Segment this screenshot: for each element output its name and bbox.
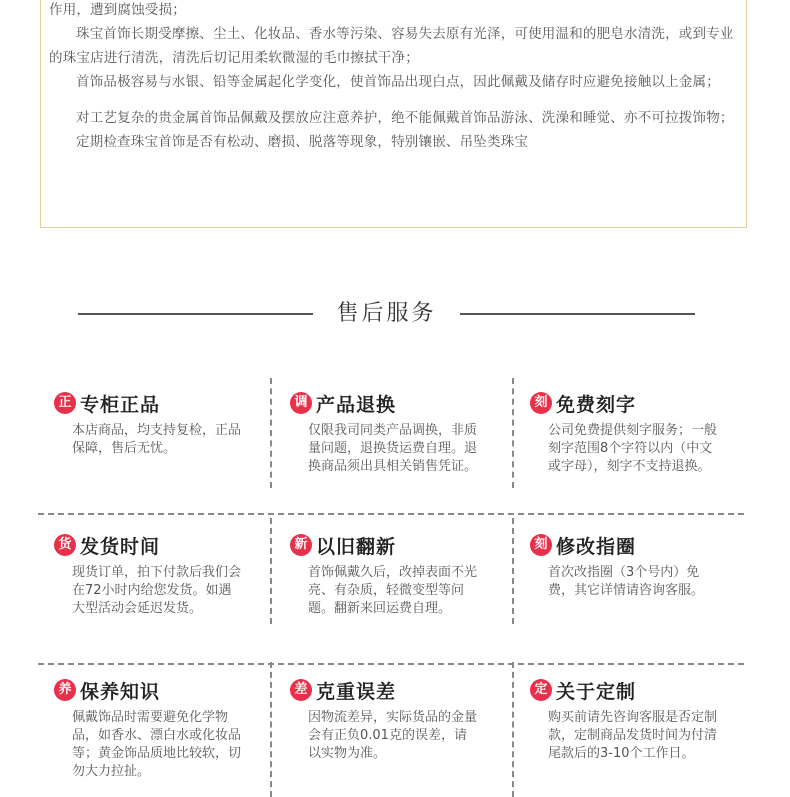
service-desc: 首饰佩戴久后，改掉表面不光亮、有杂质，轻微变型等问题。翻新来回运费自理。 xyxy=(308,565,478,616)
service-title: 以旧翻新 xyxy=(316,535,397,558)
grid-divider xyxy=(38,663,744,665)
service-desc: 因物流差异，实际货品的金量会有正负0.01克的误差，请以实物为准。 xyxy=(308,710,478,761)
service-desc: 购买前请先咨询客服是否定制款，定制商品发货时间为付清尾款后的3-10个工作日。 xyxy=(548,710,718,761)
care-paragraph: 珠宝首饰长期受摩擦、尘土、化妆品、香水等污染、容易失去原有光泽，可使用温和的肥皂水清洗，或到专业的珠宝店进行清洗，清洗后切记用柔软微湿的毛巾擦拭干净； xyxy=(49,26,734,66)
badge-icon: 调 xyxy=(290,392,312,414)
badge-icon: 新 xyxy=(290,534,312,556)
badge-icon: 定 xyxy=(530,679,552,701)
care-paragraph: 作用，遭到腐蚀受损； xyxy=(49,2,186,18)
grid-divider xyxy=(38,513,744,515)
service-title: 免费刻字 xyxy=(556,393,637,416)
service-item-authentic xyxy=(54,388,254,458)
after-sales-grid xyxy=(38,378,744,797)
service-item-custom-order xyxy=(530,675,730,763)
grid-divider xyxy=(512,378,514,488)
grid-divider xyxy=(512,662,514,797)
badge-icon: 刻 xyxy=(530,534,552,556)
service-title: 产品退换 xyxy=(316,393,397,416)
after-sales-header xyxy=(0,296,790,332)
service-item-maintenance xyxy=(54,675,254,781)
service-desc: 本店商品，均支持复检，正品保障，售后无忧。 xyxy=(72,423,242,456)
service-title: 关于定制 xyxy=(556,680,637,703)
service-item-engraving xyxy=(530,388,730,476)
care-instructions-box xyxy=(40,0,747,228)
service-item-exchange xyxy=(290,388,490,476)
service-desc: 现货订单，拍下付款后我们会在72小时内给您发货。如遇大型活动会延迟发货。 xyxy=(72,565,242,616)
service-desc: 首次改指圈（3个号内）免费，其它详情请咨询客服。 xyxy=(548,565,705,598)
grid-divider xyxy=(270,662,272,797)
service-title: 克重误差 xyxy=(316,680,397,703)
care-paragraph: 对工艺复杂的贵金属首饰品佩戴及摆放应注意养护，绝不能佩戴首饰品游泳、洗澡和睡觉、亦不可拉拨饰物； xyxy=(76,110,734,126)
service-title: 发货时间 xyxy=(80,535,161,558)
service-title: 专柜正品 xyxy=(80,393,161,416)
section-title: 售后服务 xyxy=(336,301,437,326)
badge-icon: 差 xyxy=(290,679,312,701)
badge-icon: 正 xyxy=(54,392,76,414)
title-divider-left xyxy=(78,313,313,315)
badge-icon: 货 xyxy=(54,534,76,556)
service-desc: 仅限我司同类产品调换，非质量问题，退换货运费自理。退换商品须出具相关销售凭证。 xyxy=(308,423,478,474)
title-divider-right xyxy=(460,313,695,315)
grid-divider xyxy=(512,518,514,624)
service-title: 修改指圈 xyxy=(556,535,637,558)
service-item-weight-tolerance xyxy=(290,675,490,763)
service-item-refurbish xyxy=(290,530,490,618)
badge-icon: 刻 xyxy=(530,392,552,414)
badge-icon: 养 xyxy=(54,679,76,701)
service-desc: 公司免费提供刻字服务；一般刻字范围8个字符以内（中文或字母），刻字不支持退换。 xyxy=(548,423,718,474)
service-item-shipping xyxy=(54,530,254,618)
grid-divider xyxy=(270,518,272,624)
grid-divider xyxy=(270,378,272,488)
service-item-ring-resize xyxy=(530,530,730,600)
service-title: 保养知识 xyxy=(80,680,161,703)
care-paragraph: 定期检查珠宝首饰是否有松动、磨损、脱落等现象，特别镶嵌、吊坠类珠宝 xyxy=(76,134,529,150)
care-paragraph: 首饰品极容易与水银、铅等金属起化学变化，使首饰品出现白点，因此佩戴及储存时应避免接触以上金属； xyxy=(76,74,720,90)
service-desc: 佩戴饰品时需要避免化学物品，如香水、漂白水或化妆品等；黄金饰品质地比较软，切勿大力拉扯。 xyxy=(72,710,242,779)
